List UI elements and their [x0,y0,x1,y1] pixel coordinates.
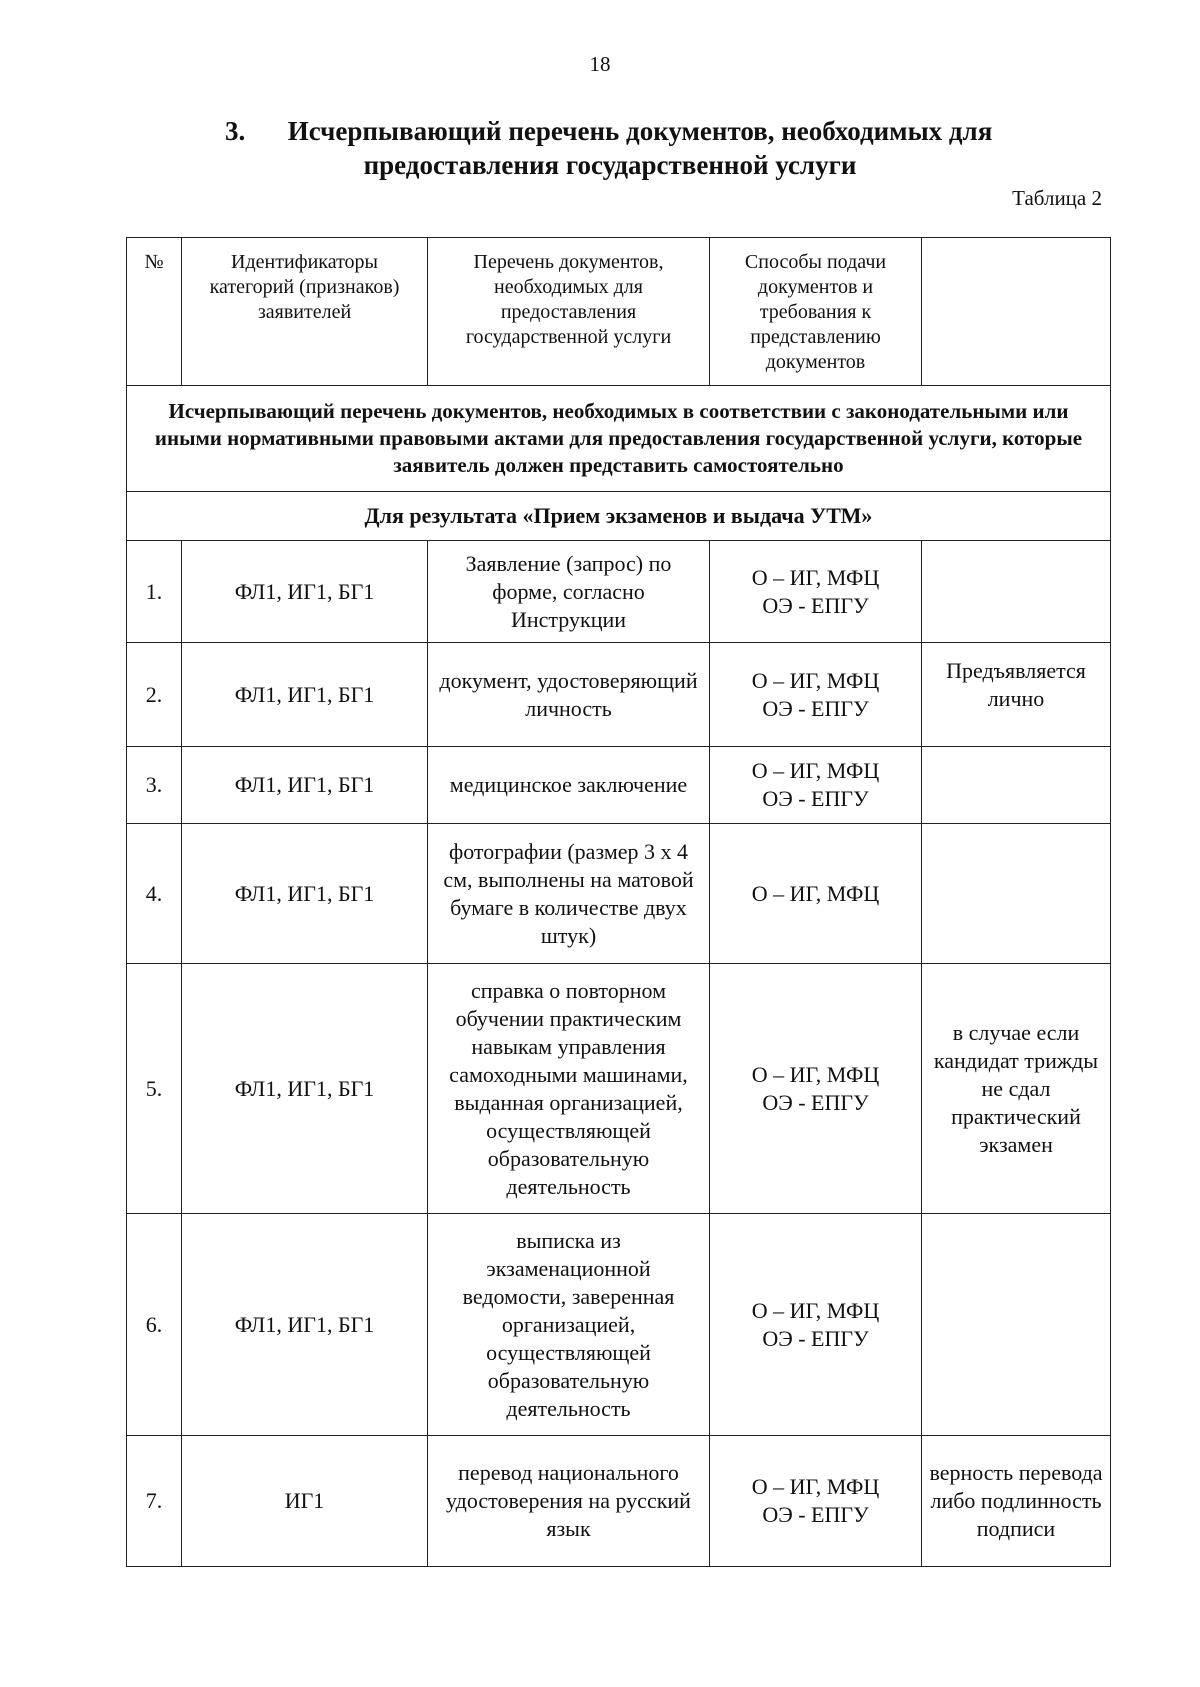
row-method-line-2: ОЭ - ЕПГУ [762,1325,869,1351]
row-document: медицинское заключение [428,747,710,824]
row-method-line-2: ОЭ - ЕПГУ [762,786,869,811]
header-number: № [127,238,182,386]
row-method [710,964,922,1214]
table-row [127,824,1111,964]
row-document: Заявление (запрос) по форме, согласно Инструкции [428,541,710,643]
row-number: 7. [127,1436,182,1567]
row-method-line-2: ОЭ - ЕПГУ [762,592,869,618]
row-number: 1. [127,541,182,643]
row-method-line-1: О – ИГ, МФЦ [751,564,880,590]
row-applicant-ids: ФЛ1, ИГ1, БГ1 [182,824,428,964]
table-row [127,643,1111,747]
row-method-line-1: О – ИГ, МФЦ [751,1474,880,1499]
header-submission-methods: Способы подачи документов и требования к представлению документов [710,238,922,386]
row-method-line-2: ОЭ - ЕПГУ [762,695,869,721]
row-note: верность перевода либо подлинность подписи [922,1436,1111,1567]
table-row [127,964,1111,1214]
page-number: 18 [589,52,611,76]
table-row [127,541,1111,643]
row-method-line-2: ОЭ - ЕПГУ [762,1089,869,1115]
row-method-line-1: О – ИГ, МФЦ [751,880,880,906]
row-note [922,541,1111,643]
row-document: документ, удостоверяющий личность [428,643,710,747]
section-title [0,114,1200,182]
table-row [127,1214,1111,1436]
row-applicant-ids: ФЛ1, ИГ1, БГ1 [182,964,428,1214]
row-method [710,1214,922,1436]
documents-table [126,237,1111,1567]
row-applicant-ids: ФЛ1, ИГ1, БГ1 [182,747,428,824]
row-note [922,824,1111,964]
table-row [127,747,1111,824]
section-title-line-1: Исчерпывающий перечень документов, необходимых для [287,116,993,146]
row-number: 5. [127,964,182,1214]
row-note: в случае если кандидат трижды не сдал практический экзамен [922,964,1111,1214]
subband-title: Для результата «Прием экзаменов и выдача УТМ» [127,492,1111,541]
band-row [127,386,1111,492]
table-header-row [127,238,1111,386]
band-title: Исчерпывающий перечень документов, необходимых в соответствии с законодательными или иными нормативными правовыми актами для предоставления государственной услуги, которые заявитель должен представить самостоятельно [127,386,1111,492]
row-method-line-1: О – ИГ, МФЦ [751,758,880,783]
row-number: 2. [127,643,182,747]
row-document: перевод национального удостоверения на русский язык [428,1436,710,1567]
row-note [922,747,1111,824]
row-applicant-ids: ФЛ1, ИГ1, БГ1 [182,643,428,747]
row-method [710,824,922,964]
row-method [710,1436,922,1567]
row-method-line-2: ОЭ - ЕПГУ [762,1502,869,1527]
row-method-line-1: О – ИГ, МФЦ [751,667,880,693]
row-applicant-ids: ФЛ1, ИГ1, БГ1 [182,1214,428,1436]
table-label: Таблица 2 [1012,186,1102,210]
row-note [922,1214,1111,1436]
header-applicant-ids: Идентификаторы категорий (признаков) заявителей [182,238,428,386]
section-title-line-2: предоставления государственной услуги [363,150,857,180]
row-number: 6. [127,1214,182,1436]
row-method [710,747,922,824]
table-row [127,1436,1111,1567]
row-document: выписка из экзаменационной ведомости, заверенная организацией, осуществляющей образовательную деятельность [428,1214,710,1436]
row-document: справка о повторном обучении практическим навыкам управления самоходными машинами, выданная организацией, осуществляющей образовательную деятельность [428,964,710,1214]
subband-row [127,492,1111,541]
row-applicant-ids: ИГ1 [182,1436,428,1567]
row-method [710,643,922,747]
row-method [710,541,922,643]
row-applicant-ids: ФЛ1, ИГ1, БГ1 [182,541,428,643]
row-document: фотографии (размер 3 х 4 см, выполнены на матовой бумаге в количестве двух штук) [428,824,710,964]
header-documents: Перечень документов, необходимых для предоставления государственной услуги [428,238,710,386]
row-method-line-1: О – ИГ, МФЦ [751,1061,880,1087]
header-notes [922,238,1111,386]
row-method-line-1: О – ИГ, МФЦ [751,1297,880,1323]
row-note: Предъявляется лично [922,643,1111,747]
row-number: 4. [127,824,182,964]
section-number: 3. [225,116,246,146]
row-number: 3. [127,747,182,824]
